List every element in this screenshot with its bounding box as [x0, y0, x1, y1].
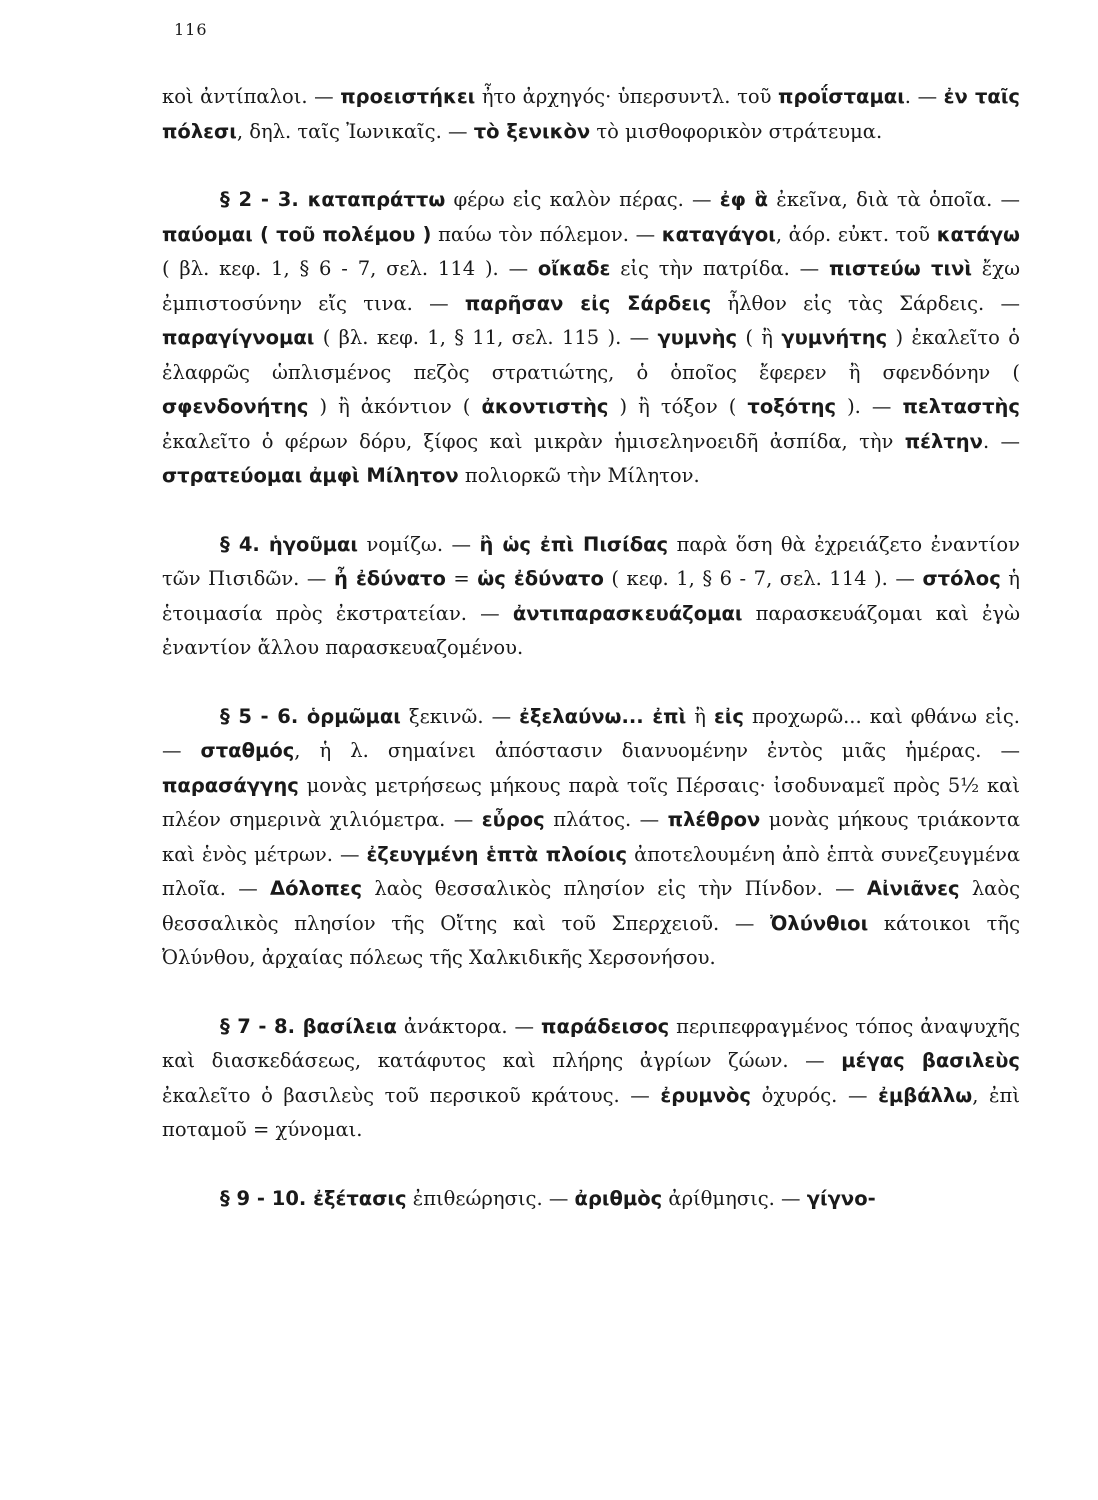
- headword: § 7 - 8.: [220, 1014, 303, 1038]
- headword: παραγίγνομαι: [162, 326, 315, 349]
- gloss-text: =: [445, 567, 478, 590]
- gloss-text: ( βλ. κεφ. 1, § 6 - 7, σελ. 114 ). —: [162, 257, 538, 280]
- headword: Ὀλύνθιοι: [770, 911, 869, 935]
- headword: κατάγω: [936, 222, 1021, 246]
- headword: Αἰνιᾶνες: [866, 877, 960, 900]
- headword: γυμνήτης: [781, 326, 888, 349]
- headword: παρῆσαν εἰς Σάρδεις: [464, 291, 712, 315]
- headword: καταγάγοι: [661, 222, 776, 246]
- gloss-text: ( κεφ. 1, § 6 - 7, σελ. 114 ). —: [603, 567, 923, 590]
- gloss-text: μονὰς μήκους τριάκοντα καὶ ἑνὸς μέτρων. —: [162, 808, 1020, 866]
- gloss-text: κάτοικοι τῆς Ὀλύνθου, ἀρχαίας πόλεως τῆς Χαλκιδικῆς Χερσονήσου.: [162, 911, 1020, 969]
- gloss-text: ἔχω ἐμπιστοσύνην εἴς τινα. —: [162, 257, 1020, 315]
- gloss-text: , ἀόρ. εὐκτ. τοῦ: [775, 222, 937, 246]
- paragraph-section-4: [162, 528, 1020, 666]
- headword: Δόλοπες: [269, 877, 363, 900]
- headword: εὖρος: [481, 808, 545, 831]
- gloss-text: νομίζω. —: [357, 532, 480, 556]
- gloss-text: φέρω εἰς καλὸν πέρας. —: [445, 188, 720, 211]
- gloss-text: ἐκαλεῖτο ὁ φέρων δόρυ, ξίφος καὶ μικρὰν ἡμισεληνοειδῆ ἀσπίδα, τὴν: [162, 429, 905, 453]
- gloss-text: ( βλ. κεφ. 1, § 11, σελ. 115 ). —: [314, 326, 658, 349]
- paragraph-section-7-8: [162, 1010, 1020, 1148]
- gloss-text: ). —: [836, 395, 903, 418]
- gloss-text: πολιορκῶ τὴν Μίλητον.: [458, 464, 700, 487]
- headword: ἐμβάλλω: [878, 1083, 973, 1107]
- headword: τὸ ξενικὸν: [473, 119, 591, 143]
- headword: ἀκοντιστὴς: [481, 395, 609, 418]
- gloss-text: παρασκευάζομαι καὶ ἐγὼ ἐναντίον ἄλλου παρασκευαζομένου.: [162, 601, 1020, 659]
- gloss-text: περιπεφραγμένος τόπος ἀναψυχῆς καὶ διασκεδάσεως, κατάφυτος καὶ πλήρης ἀγρίων ζώων. —: [162, 1014, 1020, 1072]
- gloss-text: ἐπιθεώρησις. —: [406, 1186, 575, 1210]
- headword: § 5 - 6.: [220, 704, 307, 728]
- page-number: 116: [174, 20, 208, 39]
- gloss-text: ἀρίθμησις. —: [662, 1186, 807, 1210]
- headword: γυμνὴς: [657, 326, 738, 349]
- headword: ἀντιπαρασκευάζομαι: [512, 601, 743, 625]
- headword: γίγνο-: [806, 1186, 876, 1210]
- gloss-text: πλάτος. —: [544, 808, 668, 831]
- headword: πέλτην: [904, 429, 983, 453]
- headword: σφενδονήτης: [162, 395, 309, 418]
- paragraph-section-5-6: [162, 700, 1020, 976]
- headword: πιστεύω τινὶ: [829, 257, 972, 280]
- headword: παράδεισος: [541, 1014, 670, 1038]
- gloss-text: ) ἢ τόξον (: [608, 395, 748, 418]
- gloss-text: ) ἐκαλεῖτο ὁ ἐλαφρῶς ὡπλισμένος πεζὸς στρατιώτης, ὁ ὁποῖος ἔφερεν ἢ σφενδόνην (: [162, 326, 1020, 384]
- headword: οἴκαδε: [537, 257, 611, 280]
- gloss-text: . —: [904, 85, 944, 108]
- gloss-text: ) ἢ ἀκόντιον (: [308, 395, 482, 418]
- gloss-text: , δηλ. ταῖς Ἰωνικαῖς. —: [236, 119, 474, 143]
- headword: παύομαι ( τοῦ πολέμου ): [162, 222, 432, 246]
- headword: § 9 - 10.: [220, 1186, 314, 1210]
- headword: προειστήκει: [340, 85, 476, 108]
- headword: § 4.: [220, 532, 269, 556]
- headword: ἐξέτασις: [313, 1186, 407, 1210]
- gloss-text: ( ἢ: [737, 326, 782, 349]
- gloss-text: κοὶ ἀντίπαλοι. —: [162, 85, 341, 108]
- gloss-text: παρὰ ὅση θὰ ἐχρειάζετο ἐναντίον τῶν Πισιδῶν. —: [162, 532, 1020, 590]
- gloss-text: τὸ μισθοφορικὸν στράτευμα.: [590, 119, 883, 143]
- gloss-text: ἀποτελουμένη ἀπὸ ἑπτὰ συνεζευγμένα πλοῖα. —: [162, 842, 1021, 900]
- headword: βασίλεια: [302, 1014, 397, 1038]
- gloss-text: προχωρῶ... καὶ φθάνω εἰς. —: [162, 704, 1020, 762]
- headword: πελταστὴς: [902, 395, 1020, 418]
- headword: παρασάγγης: [162, 773, 299, 797]
- headword: ἡγοῦμαι: [268, 532, 358, 556]
- headword: ἐρυμνὸς: [660, 1083, 751, 1107]
- gloss-text: παύω τὸν πόλεμον. —: [431, 222, 662, 246]
- gloss-text: ἢ: [686, 704, 714, 728]
- headword: ὁρμῶμαι: [306, 704, 401, 728]
- paragraph-section-9-10: [162, 1182, 1020, 1217]
- gloss-text: εἰς τὴν πατρίδα. —: [610, 257, 830, 280]
- gloss-text: ἦτο ἀρχηγός· ὑπερσυντλ. τοῦ: [475, 85, 779, 108]
- gloss-text: ὀχυρός. —: [751, 1083, 879, 1107]
- gloss-text: ἀνάκτορα. —: [396, 1014, 542, 1038]
- gloss-text: . —: [982, 429, 1020, 453]
- headword: § 2 - 3.: [220, 188, 308, 211]
- headword: στόλος: [922, 567, 1001, 590]
- gloss-text: λαὸς θεσσαλικὸς πλησίον τῆς Οἴτης καὶ τοῦ Σπερχειοῦ. —: [162, 877, 1021, 935]
- gloss-text: ἐκεῖνα, διὰ τὰ ὁποῖα. —: [768, 188, 1021, 211]
- headword: στρατεύομαι ἀμφὶ Μίλητον: [162, 464, 459, 487]
- headword: ἐζευγμένη ἑπτὰ πλοίοις: [366, 842, 628, 866]
- gloss-text: ἐκαλεῖτο ὁ βασιλεὺς τοῦ περσικοῦ κράτους. —: [162, 1083, 661, 1107]
- paragraph-section-2-3: [162, 183, 1020, 494]
- headword: τοξότης: [747, 395, 837, 418]
- headword: σταθμός: [200, 739, 295, 762]
- headword: ὡς ἐδύνατο: [477, 567, 604, 590]
- gloss-text: μονὰς μετρήσεως μήκους παρὰ τοῖς Πέρσαις· ἰσοδυναμεῖ πρὸς 5½ καὶ πλέον σημερινὰ χιλιόμετρα. —: [162, 773, 1020, 831]
- paragraph-intro: [162, 80, 1020, 149]
- headword: ἢ ὡς ἐπὶ Πισίδας: [479, 532, 669, 556]
- commentary-body: [162, 80, 1020, 1216]
- headword: εἰς: [713, 704, 744, 728]
- gloss-text: λαὸς θεσσαλικὸς πλησίον εἰς τὴν Πίνδον. —: [362, 877, 867, 900]
- gloss-text: , ἐπὶ ποταμοῦ = χύνομαι.: [162, 1083, 1020, 1141]
- headword: ἐν ταῖς πόλεσι: [162, 85, 1020, 143]
- headword: ἐφ ἃ: [719, 188, 769, 211]
- headword: προΐσταμαι: [778, 85, 905, 108]
- gloss-text: , ἡ λ. σημαίνει ἀπόστασιν διανυομένην ἐντὸς μιᾶς ἡμέρας. —: [294, 739, 1020, 762]
- headword: ἐξελαύνω... ἐπὶ: [519, 704, 687, 728]
- headword: ἦ ἐδύνατο: [333, 567, 446, 590]
- headword: πλέθρον: [667, 808, 761, 831]
- gloss-text: ξεκινῶ. —: [400, 704, 520, 728]
- gloss-text: ἦλθον εἰς τὰς Σάρδεις. —: [711, 291, 1020, 315]
- headword: καταπράττω: [307, 188, 446, 211]
- gloss-text: ἡ ἑτοιμασία πρὸς ἐκστρατείαν. —: [162, 567, 1020, 625]
- headword: μέγας βασιλεὺς: [841, 1049, 1020, 1072]
- headword: ἀριθμὸς: [574, 1186, 663, 1210]
